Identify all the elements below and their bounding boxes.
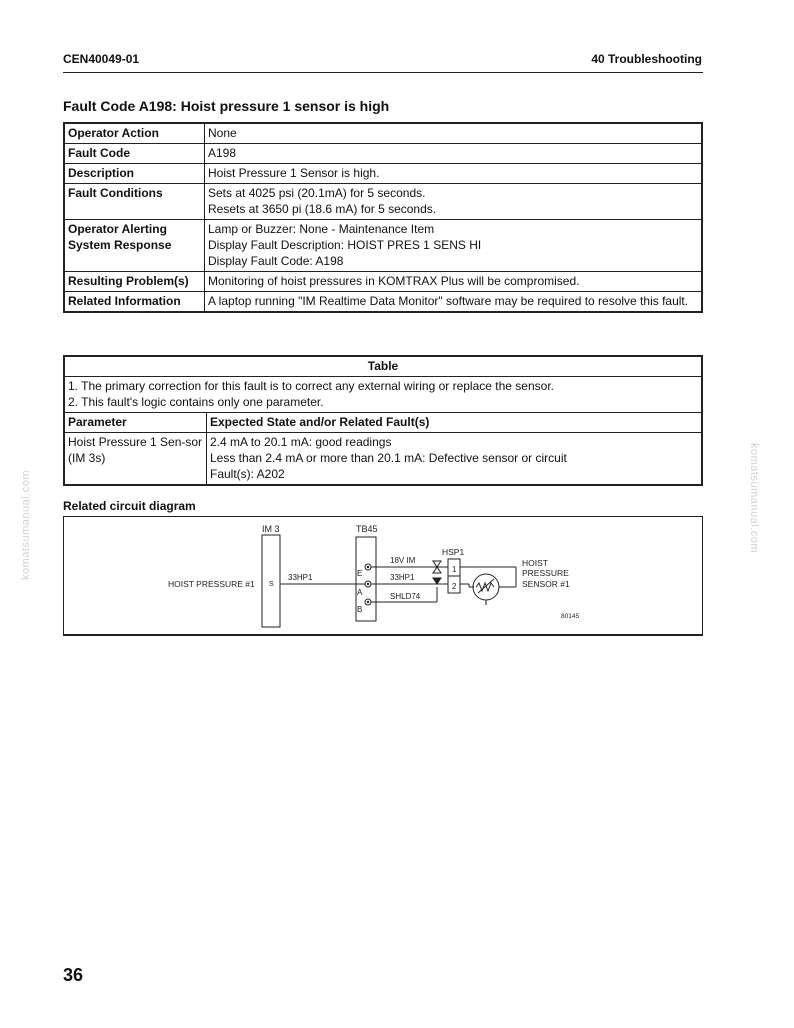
wire-label-33hp1-left: 33HP1 [288,573,313,582]
wire-label-shld74: SHLD74 [390,592,421,601]
hsp-pin-2: 2 [452,582,457,591]
row-label: Related Information [64,292,205,313]
row-value [205,292,703,313]
parameter-cell: Hoist Pressure 1 Sen-sor (IM 3s) [64,433,207,486]
table-row [64,144,702,164]
tb-label: TB45 [356,524,378,534]
page-number: 36 [63,965,84,985]
troubleshooting-table [63,355,703,486]
table-row [64,220,702,272]
row-value [205,272,703,292]
wire-label-33hp1-right: 33HP1 [390,573,415,582]
circuit-diagram [63,516,703,636]
sensor-label-line2: PRESSURE [522,568,569,578]
page-title: Fault Code A198: Hoist pressure 1 sensor is high [63,98,390,114]
row-value [205,144,703,164]
value-line: Lamp or Buzzer: None - Maintenance Item [208,222,435,236]
table-notes [64,377,702,413]
row-label: Resulting Problem(s) [64,272,205,292]
figure-id: 80145 [561,613,580,620]
row-label: Fault Code [64,144,205,164]
state-line: 2.4 mA to 20.1 mA: good readings [210,435,392,449]
tb-terminal-a: A [357,588,363,597]
document-id: CEN40049-01 [63,52,140,66]
tb-terminal-b: B [357,605,363,614]
expected-state-cell [207,433,703,486]
hoist-input-label: HOIST PRESSURE #1 [168,579,255,589]
row-value [205,184,703,220]
note-line: 2. This fault's logic contains only one parameter. [68,395,324,409]
table-row [64,433,702,486]
column-header-expected-state: Expected State and/or Related Fault(s) [207,413,703,433]
row-value [205,164,703,184]
watermark-right: komatsumanual.com [748,443,760,553]
table-row [64,272,702,292]
value-line: Hoist Pressure 1 Sensor is high. [208,166,380,180]
sensor-label-line3: SENSOR #1 [522,579,570,589]
table-row [64,292,702,313]
row-value [205,123,703,144]
header-divider [63,72,703,73]
section-title: 40 Troubleshooting [591,52,702,66]
state-line: Fault(s): A202 [210,467,285,481]
tb-terminal-e: E [357,569,363,578]
value-line: Sets at 4025 psi (20.1mA) for 5 seconds. [208,186,426,200]
hsp-label: HSP1 [442,547,465,557]
value-line: A198 [208,146,237,160]
circuit-heading: Related circuit diagram [63,499,196,513]
row-label: Fault Conditions [64,184,205,220]
row-label: Operator Action [64,123,205,144]
im-label: IM 3 [262,524,280,534]
table-title: Table [64,356,702,377]
circuit-svg [64,517,702,634]
row-label: Operator Alerting System Response [64,220,205,272]
row-label: Description [64,164,205,184]
state-line: Less than 2.4 mA or more than 20.1 mA: Defective sensor or circuit [210,451,567,465]
value-line: Resets at 3650 pi (18.6 mA) for 5 seconds. [208,202,437,216]
row-value [205,220,703,272]
fault-code-table [63,122,703,313]
value-line: Monitoring of hoist pressures in KOMTRAX Plus will be compromised. [208,274,580,288]
hsp-pin-1: 1 [452,565,457,574]
value-line: Display Fault Description: HOIST PRES 1 SENS HI [208,238,482,252]
watermark-left: komatsumanual.com [20,470,32,580]
pin-s-label: S [269,581,274,588]
column-header-parameter: Parameter [64,413,207,433]
sensor-label-line1: HOIST [522,558,548,568]
table-row [64,123,702,144]
table-row [64,184,702,220]
value-line: None [208,126,237,140]
table-row [64,164,702,184]
value-line: A laptop running "IM Realtime Data Monitor" software may be required to resolve this fault. [208,294,689,308]
value-line: Display Fault Code: A198 [208,254,344,268]
wire-label-18v: 18V IM [390,556,416,565]
note-line: 1. The primary correction for this fault is to correct any external wiring or replace the sensor. [68,379,554,393]
